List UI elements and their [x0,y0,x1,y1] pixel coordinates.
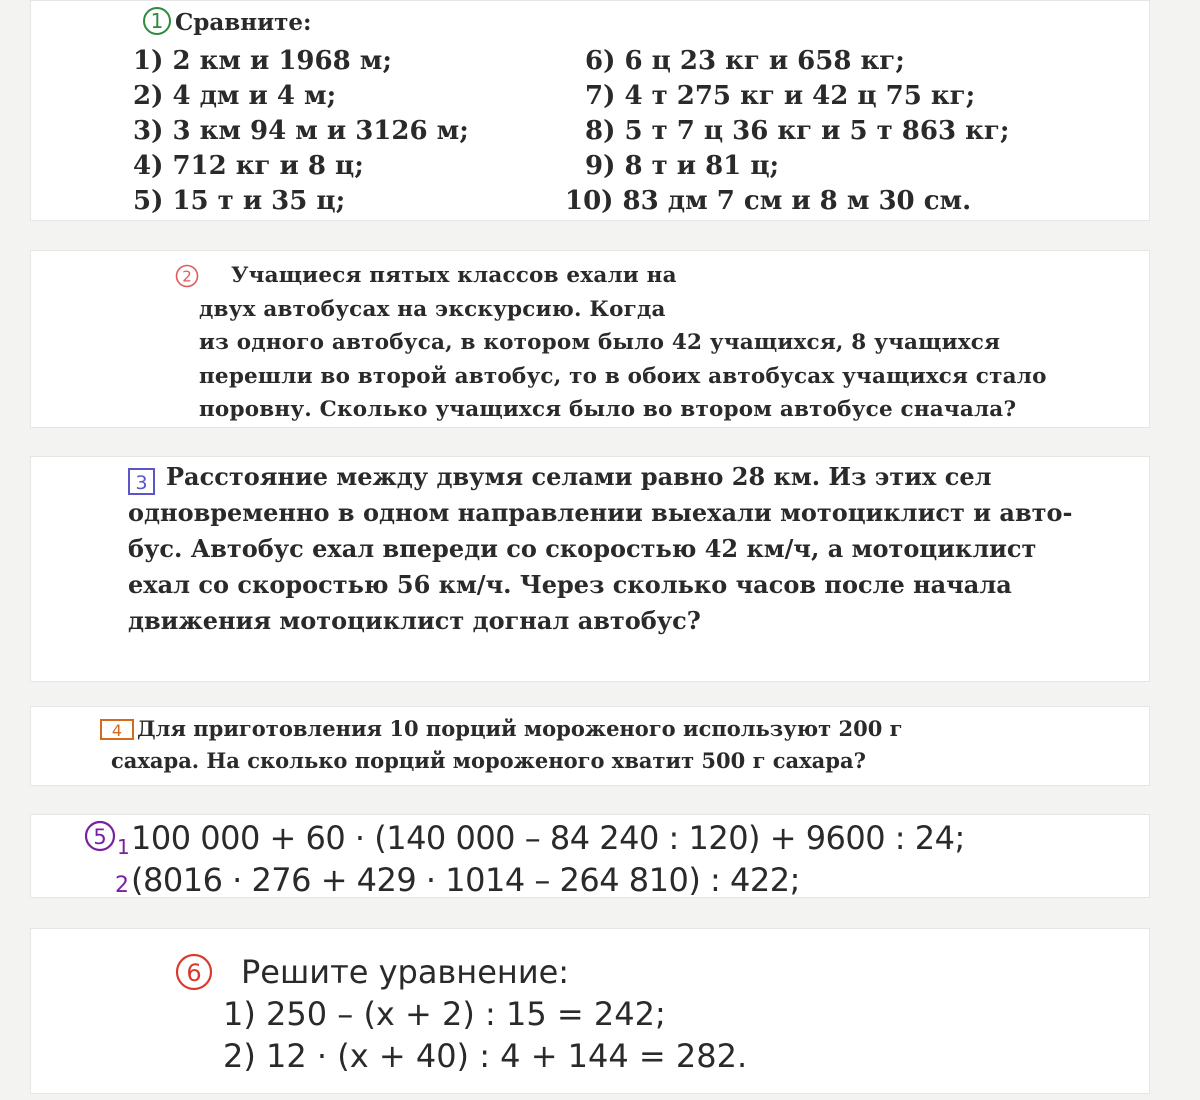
task-1-item: 7) 4 т 275 кг и 42 ц 75 кг; [585,81,976,111]
task-1-item: 4) 712 кг и 8 ц; [133,151,364,181]
task-1-right-column [565,44,1009,219]
task-3-line: одновременно в одном направлении выехали мотоциклист и авто- [128,498,1073,527]
task-3-text [128,459,1072,639]
task-5-text [131,817,965,901]
task-2-line: двух автобусах на экскурсию. Когда [199,296,666,322]
task-4-line: сахара. На сколько порций мороженого хватит 500 г сахара? [111,748,866,773]
task-2-line: поровну. Сколько учащихся было во втором автобусе сначала? [199,397,1017,422]
task-5-line: 100 000 + 60 · (140 000 – 84 240 : 120) + 9600 : 24; [131,819,965,857]
task-3-line: Расстояние между двумя селами равно 28 км. Из этих сел [166,462,992,491]
task-2-line: перешли во второй автобус, то в обоих автобусах учащихся стало [199,363,1047,389]
task-4-mark-number: 4 [111,721,123,740]
task-1-left-column [133,44,469,219]
task-3-mark-number: 3 [135,472,148,494]
task-5-line: (8016 · 276 + 429 · 1014 – 264 810) : 422; [131,861,800,899]
task-1-item: 9) 8 т и 81 ц; [585,151,780,181]
task-6-line: 2) 12 · (x + 40) : 4 + 144 = 282. [223,1037,748,1075]
task-1-item: 3) 3 км 94 м и 3126 м; [133,116,469,146]
task-1-circle-mark [141,5,173,37]
task-4-line: Для приготовления 10 порций мороженого используют 200 г [137,716,903,741]
task-1-item: 5) 15 т и 35 ц; [133,186,346,216]
task-3-line: бус. Автобус ехал впереди со скоростью 42 км/ч, а мотоциклист [128,534,1037,563]
task-6-text [193,951,747,1077]
task-5-sub-mark: 2 [115,873,129,898]
task-2-mark-number: 2 [182,267,192,286]
task-4-card [30,706,1150,786]
task-2-line: Учащиеся пятых классов ехали на [231,263,677,288]
task-5-mark-number: 5 [93,825,107,849]
task-1-mark-number: 1 [150,9,164,33]
task-1-item: 8) 5 т 7 ц 36 кг и 5 т 863 кг; [585,116,1010,146]
task-2-circle-mark [174,263,200,289]
task-6-title: Решите уравнение: [241,953,570,991]
task-5-card [30,814,1150,898]
task-6-card [30,928,1150,1094]
task-3-line: движения мотоциклист догнал автобус? [128,606,701,635]
task-5-sub-mark: 1 [117,835,130,859]
task-2-line: из одного автобуса, в котором было 42 учащихся, 8 учащихся [199,330,1001,355]
task-2-text [199,259,1047,427]
task-2-card [30,250,1150,428]
task-3-line: ехал со скоростью 56 км/ч. Через сколько часов после начала [128,570,1012,599]
task-1-item: 10) 83 дм 7 см и 8 м 30 см. [565,186,972,216]
task-6-mark-number: 6 [186,959,202,987]
task-1-item: 1) 2 км и 1968 м; [133,46,392,76]
task-3-card [30,456,1150,682]
task-1-item: 6) 6 ц 23 кг и 658 кг; [585,46,905,76]
task-1-item: 2) 4 дм и 4 м; [133,81,337,111]
task-1-card [30,0,1150,221]
task-6-line: 1) 250 – (x + 2) : 15 = 242; [223,995,666,1033]
task-1-title: Сравните: [175,9,312,36]
task-4-text [97,713,903,777]
